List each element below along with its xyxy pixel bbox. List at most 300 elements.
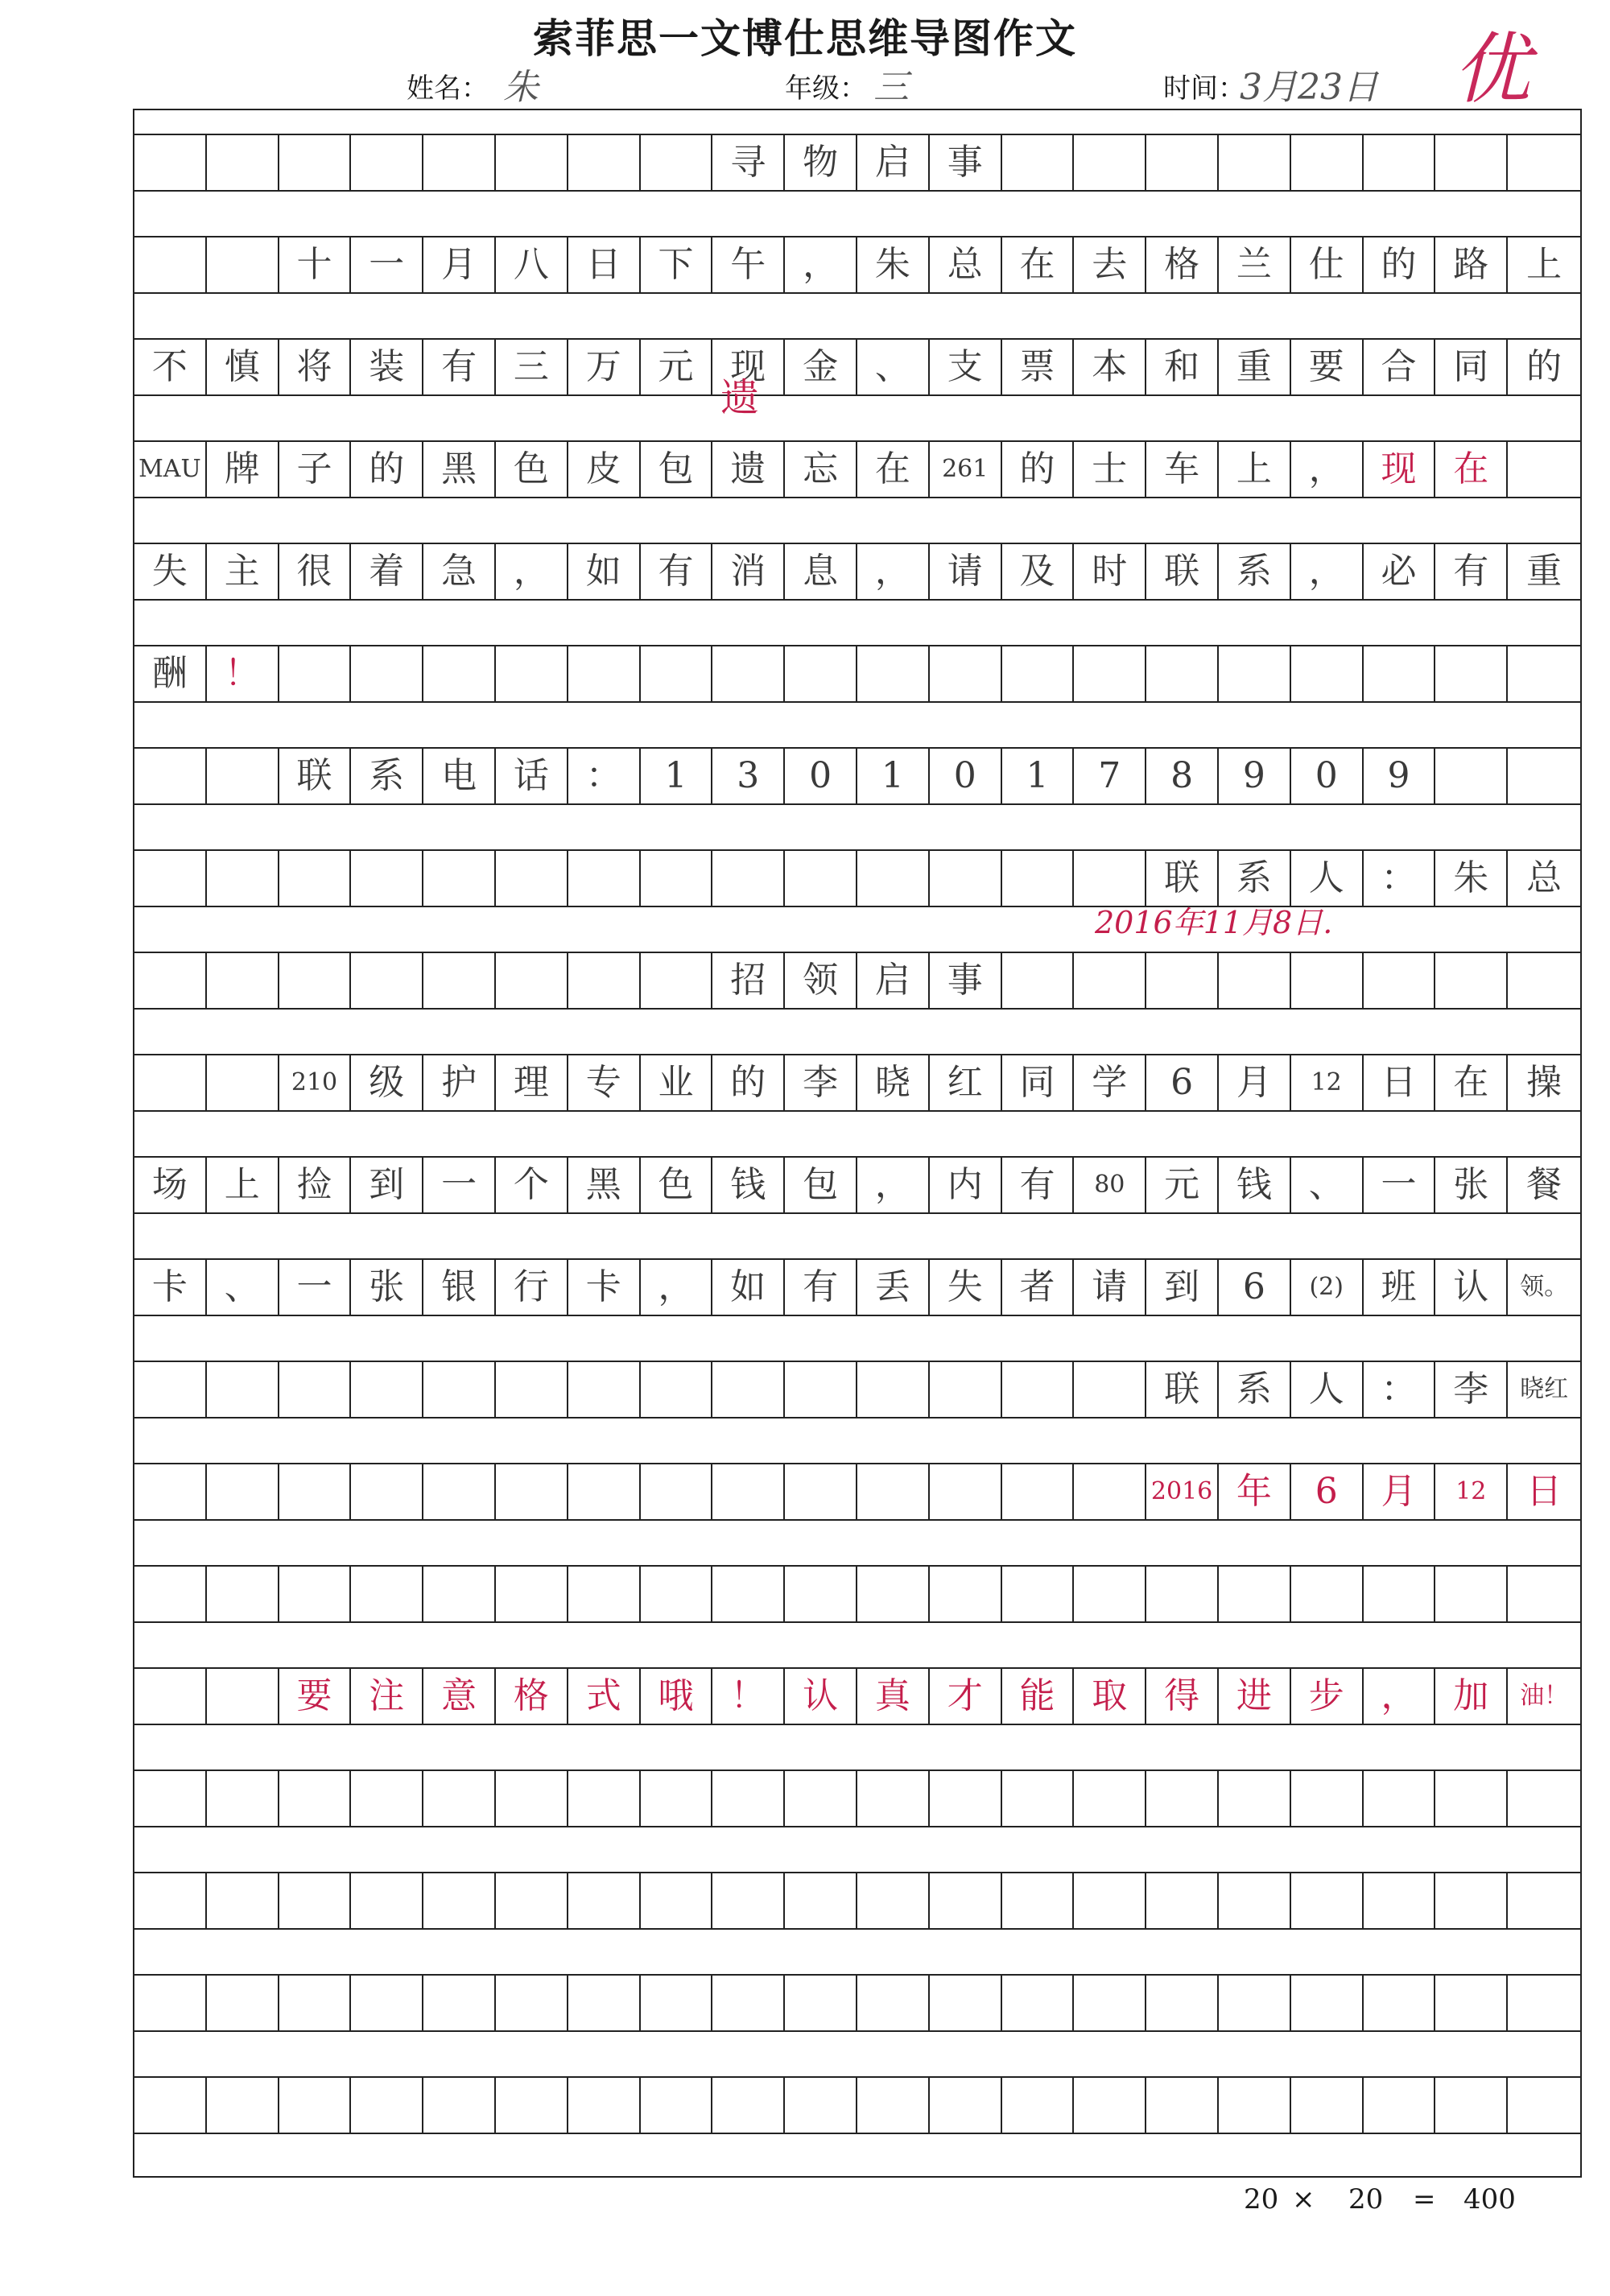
grid-cell: 话 [496,749,568,803]
grid-cell: 着 [351,544,423,599]
grid-cell [279,1362,352,1417]
grid-cell [1074,1464,1146,1519]
grid-cell [351,1362,423,1417]
grid-cell: 联 [1146,1362,1219,1417]
grid-cell: 色 [496,442,568,497]
grid-cell: 理 [496,1055,568,1110]
grid-cell [1364,135,1436,190]
grid-cell: 210 [279,1055,352,1110]
grid-cell: ， [1364,1669,1436,1724]
grid-cell [1146,1976,1219,2030]
grid-cell: 卡 [568,1260,641,1315]
grid-cell [134,953,207,1008]
grid-cell [1435,646,1508,701]
grid-cell: 场 [134,1158,207,1212]
grid-cell: 在 [857,442,930,497]
grid-cell [1146,953,1219,1008]
grid-cell [712,1976,785,2030]
grid-cell: 事 [930,135,1002,190]
grid-cell [1435,749,1508,803]
grid-cell: 月 [1219,1055,1291,1110]
grid-cell: 才 [930,1669,1002,1724]
grid-cell: 1 [857,749,930,803]
grid-cell [207,2078,279,2133]
grid-cell: 到 [351,1158,423,1212]
grid-cell [785,1567,857,1621]
grid-cell: 士 [1074,442,1146,497]
grid-cell: 的 [1526,346,1563,387]
grid-cell [134,1055,207,1110]
grid-cell [568,1362,641,1417]
grid-cell [712,646,785,701]
grid-cell: 急 [423,544,496,599]
grid-cell: 仕 [1291,237,1364,292]
grid-cell [785,851,857,906]
grid-cell: 及 [1002,544,1075,599]
grid-cell: 上 [1219,442,1291,497]
footer-cols: 20 [1244,2183,1279,2215]
grid-cell: 上 [1526,244,1563,285]
grid-cell [1435,953,1508,1008]
grid-cell: 合 [1364,340,1436,394]
grid-cell: 十 [279,237,352,292]
correction-annotation: 遗 [720,375,760,420]
grid-cell: 12 [1291,1055,1364,1110]
grid-cell [1364,646,1436,701]
grid-cell [423,135,496,190]
grid-cell [279,1567,352,1621]
grid-cell [1146,1873,1219,1928]
grid-cell: 格 [1146,237,1219,292]
grid-cell: 的 [712,1055,785,1110]
grid-cell [930,851,1002,906]
grid-cell [1364,1976,1436,2030]
grid-cell: 联 [1146,851,1219,906]
grid-cell [1002,135,1075,190]
grid-cell [1508,646,1580,701]
grid-cell [1002,851,1075,906]
grid-cell [279,1873,352,1928]
grid-cell [1364,2078,1436,2133]
grid-cell: 6 [1146,1055,1219,1110]
grid-cell: 包 [641,442,713,497]
grid-cell: 认 [785,1669,857,1724]
grid-cell: 丢 [857,1260,930,1315]
grid-cell [1291,135,1364,190]
grid-cell: 油！ [1520,1682,1569,1710]
grid-cell: 领 [785,953,857,1008]
grid-cell [351,1464,423,1519]
grid-cell: 物 [785,135,857,190]
grid-cell [857,1771,930,1826]
grid-cell [134,1669,207,1724]
grid-cell: 黑 [423,442,496,497]
time-label: 时间： [1163,72,1245,105]
grid-cell [1291,953,1364,1008]
grid-cell: 0 [930,749,1002,803]
grid-cell [496,1873,568,1928]
grid-cell [568,1771,641,1826]
grid-cell: 级 [351,1055,423,1110]
grid-cell: 同 [1435,340,1508,394]
grid-cell [930,2078,1002,2133]
grid-cell: 班 [1364,1260,1436,1315]
grid-cell: 在 [1435,442,1508,497]
grid-cell: 忘 [785,442,857,497]
grid-cell: 日 [568,237,641,292]
grid-cell [423,1771,496,1826]
grid-cell: 、 [1291,1158,1364,1212]
grid-cell [1219,1771,1291,1826]
grid-cell [1146,646,1219,701]
grid-cell: 支 [930,340,1002,394]
grid-cell: ： [568,749,641,803]
grid-cell [1002,1771,1075,1826]
grid-cell: 护 [423,1055,496,1110]
grid-cell [568,1464,641,1519]
grid-cell: 如 [568,544,641,599]
grid-cell [134,1362,207,1417]
grid-cell: 色 [641,1158,713,1212]
grid-cell [1435,135,1508,190]
grid-cell [207,135,279,190]
grid-cell [857,1464,930,1519]
grid-cell: 哦 [641,1669,713,1724]
grid-cell [641,851,713,906]
grid-cell: 很 [279,544,352,599]
grid-cell: 招 [712,953,785,1008]
grid-cell: 本 [1074,340,1146,394]
grid-cell [1074,1771,1146,1826]
grid-cell [351,2078,423,2133]
grid-cell: 餐 [1526,1164,1563,1205]
grid-cell [568,2078,641,2133]
grid-cell: 如 [712,1260,785,1315]
grid-cell [496,1771,568,1826]
grid-cell: 行 [496,1260,568,1315]
grid-cell [1508,1976,1580,2030]
grid-cell [785,1362,857,1417]
grid-cell [1435,1976,1508,2030]
grid-cell: 月 [423,237,496,292]
grid-cell: 子 [279,442,352,497]
grid-cell [1146,2078,1219,2133]
grid-cell [1074,2078,1146,2133]
grid-cell [930,1567,1002,1621]
grid-cell: 有 [1002,1158,1075,1212]
grid-cell: 红 [930,1055,1002,1110]
grid-cell [496,1567,568,1621]
grid-cell: 失 [930,1260,1002,1315]
grid-cell [1002,1567,1075,1621]
grid-cell: 启 [857,135,930,190]
grid-cell [1291,1976,1364,2030]
grid-cell [785,1976,857,2030]
grid-cell: 李 [785,1055,857,1110]
grid-cell: 1 [641,749,713,803]
grid-cell [496,851,568,906]
grid-cell [641,1771,713,1826]
grid-cell: 现 [1364,442,1436,497]
grid-cell [712,2078,785,2133]
date-annotation: 2016年11月8日. [1095,905,1333,940]
grid-cell [857,1873,930,1928]
grid-cell [1435,1873,1508,1928]
grid-cell [423,2078,496,2133]
grid-cell [207,1362,279,1417]
time-value: 3月23日 [1240,67,1378,108]
grid-cell [207,953,279,1008]
grid-cell: 将 [279,340,352,394]
grid-cell [134,1771,207,1826]
grid-cell: 车 [1146,442,1219,497]
grid-cell: 业 [641,1055,713,1110]
grid-cell [930,646,1002,701]
grid-cell [279,851,352,906]
grid-cell: 联 [279,749,352,803]
grid-cell: 步 [1291,1669,1364,1724]
grid-cell [496,646,568,701]
grid-cell: ， [496,544,568,599]
grid-cell: 能 [1002,1669,1075,1724]
grid-cell: 者 [1002,1260,1075,1315]
grid-cell [712,1771,785,1826]
grid-cell [423,1464,496,1519]
grid-cell: 0 [1291,749,1364,803]
grid-row [134,1463,1580,1521]
grid-cell: 慎 [207,340,279,394]
grid-cell: 进 [1219,1669,1291,1724]
grid-cell [1364,953,1436,1008]
grid-cell: 2016 [1146,1464,1219,1519]
grid-row [134,1054,1580,1112]
grid-cell: 钱 [712,1158,785,1212]
grid-cell: ： [1364,851,1436,906]
grid-cell [1364,1873,1436,1928]
grid-cell: 人 [1291,851,1364,906]
writing-grid [133,109,1582,2178]
grid-cell: 、 [857,340,930,394]
grid-cell [1291,1771,1364,1826]
grid-cell: 必 [1364,544,1436,599]
footer-total: 400 [1463,2183,1516,2215]
grid-cell [568,1976,641,2030]
grid-cell: 黑 [568,1158,641,1212]
grid-cell: 日 [1364,1055,1436,1110]
grid-cell [279,646,352,701]
grid-cell [1074,953,1146,1008]
grid-cell [568,1567,641,1621]
grid-cell [930,1362,1002,1417]
grid-cell: 和 [1146,340,1219,394]
grid-cell [207,237,279,292]
grid-cell [423,953,496,1008]
grid-cell [1002,1976,1075,2030]
grid-cell [496,953,568,1008]
grid-cell [1219,2078,1291,2133]
grid-cell [568,646,641,701]
grid-cell: 消 [712,544,785,599]
grid-cell: 有 [785,1260,857,1315]
grid-cell: ， [1291,544,1364,599]
grid-cell: 系 [351,749,423,803]
grid-cell: 内 [930,1158,1002,1212]
grid-cell: 9 [1364,749,1436,803]
grid-cell [1508,1873,1580,1928]
grid-cell: 在 [1435,1055,1508,1110]
grid-cell: 要 [1291,340,1364,394]
grid-cell: 同 [1002,1055,1075,1110]
grid-cell [279,953,352,1008]
grid-cell: ， [641,1260,713,1315]
grid-cell [785,1873,857,1928]
grid-cell: 息 [785,544,857,599]
grid-cell [207,1771,279,1826]
grid-cell: 票 [1002,340,1075,394]
grid-cell: 式 [568,1669,641,1724]
grid-cell: 人 [1291,1362,1364,1417]
grid-cell: 捡 [279,1158,352,1212]
grid-cell [568,851,641,906]
grid-cell [1074,646,1146,701]
grid-cell [279,1976,352,2030]
grid-cell: 6 [1219,1260,1291,1315]
grid-cell: 日 [1526,1471,1563,1512]
grid-cell: 一 [423,1158,496,1212]
grid-cell [1291,2078,1364,2133]
grid-cell: 寻 [712,135,785,190]
grid-cell: 李 [1435,1362,1508,1417]
grid-cell: 事 [930,953,1002,1008]
grid-cell [134,1976,207,2030]
grid-cell: 八 [496,237,568,292]
grid-cell: 元 [641,340,713,394]
grid-cell [1291,1567,1364,1621]
grid-row [134,849,1580,907]
grid-cell [1002,953,1075,1008]
grid-cell: 主 [207,544,279,599]
grid-cell: 在 [1002,237,1075,292]
grid-cell: 0 [785,749,857,803]
grid-cell [1002,1464,1075,1519]
grid-cell: 午 [712,237,785,292]
grid-cell: 钱 [1219,1158,1291,1212]
grid-cell [641,1464,713,1519]
grid-cell [134,135,207,190]
grid-cell: 启 [857,953,930,1008]
grid-cell [1435,1567,1508,1621]
grid-cell [1364,1567,1436,1621]
grid-cell: 重 [1526,551,1563,592]
grid-cell: 一 [279,1260,352,1315]
grid-cell [641,1976,713,2030]
grid-row [134,1974,1580,2032]
grid-cell: 系 [1219,851,1291,906]
grid-cell [785,1771,857,1826]
grid-cell: 一 [1364,1158,1436,1212]
grid-cell [207,851,279,906]
grid-cell: 6 [1291,1464,1364,1519]
grid-cell [857,2078,930,2133]
grid-cell [785,1464,857,1519]
grid-cell [1219,1567,1291,1621]
grid-row [134,747,1580,805]
grid-cell [568,953,641,1008]
grid-row [134,1872,1580,1930]
grid-cell: 取 [1074,1669,1146,1724]
grid-cell [207,1464,279,1519]
grid-cell [641,953,713,1008]
grid-cell [279,1771,352,1826]
footer-rows: 20 [1348,2183,1384,2215]
grid-cell [930,1976,1002,2030]
grid-cell [712,851,785,906]
grid-cell [134,1873,207,1928]
grid-cell [1508,1771,1580,1826]
grid-cell: ， [785,237,857,292]
grid-cell: ！ [712,1669,785,1724]
grid-cell [1435,2078,1508,2133]
grid-cell: 专 [568,1055,641,1110]
grid-cell: 12 [1435,1464,1508,1519]
grid-cell [351,851,423,906]
grid-cell [1291,1873,1364,1928]
grid-cell: 路 [1435,237,1508,292]
grid-cell: ： [1364,1362,1436,1417]
grid-cell: 的 [1002,442,1075,497]
grid-cell [1002,2078,1075,2133]
grid-cell: 格 [496,1669,568,1724]
grid-cell: (2) [1291,1260,1364,1315]
grid-cell [857,851,930,906]
grid-row [134,543,1580,601]
grid-cell [279,2078,352,2133]
grid-row [134,1156,1580,1214]
grid-cell: 领。 [1520,1273,1569,1301]
grid-cell [712,1464,785,1519]
grid-row [134,134,1580,192]
grid-cell [1508,749,1580,803]
grid-cell [423,646,496,701]
grid-cell [351,135,423,190]
grid-cell [568,135,641,190]
sheet-title: 索菲思一文博仕思维导图作文 [533,15,1077,62]
grid-cell: 遗 [712,442,785,497]
grid-cell [496,1362,568,1417]
grid-cell: 元 [1146,1158,1219,1212]
grid-cell: 7 [1074,749,1146,803]
grid-cell [423,1567,496,1621]
grid-cell [207,1669,279,1724]
grid-cell: 加 [1435,1669,1508,1724]
grid-cell [207,1976,279,2030]
grid-cell [351,953,423,1008]
grid-cell: MAU [134,442,207,497]
grid-cell [930,1873,1002,1928]
grid-cell [279,135,352,190]
grid-cell [496,135,568,190]
grid-cell: 系 [1219,544,1291,599]
grid-cell [641,135,713,190]
grid-cell: 卡 [134,1260,207,1315]
grid-cell: 金 [785,340,857,394]
grid-cell: 上 [207,1158,279,1212]
grid-cell [785,646,857,701]
grid-cell [1435,1771,1508,1826]
grid-cell [134,237,207,292]
grid-cell [207,1873,279,1928]
grid-cell: 晓红 [1520,1375,1569,1403]
